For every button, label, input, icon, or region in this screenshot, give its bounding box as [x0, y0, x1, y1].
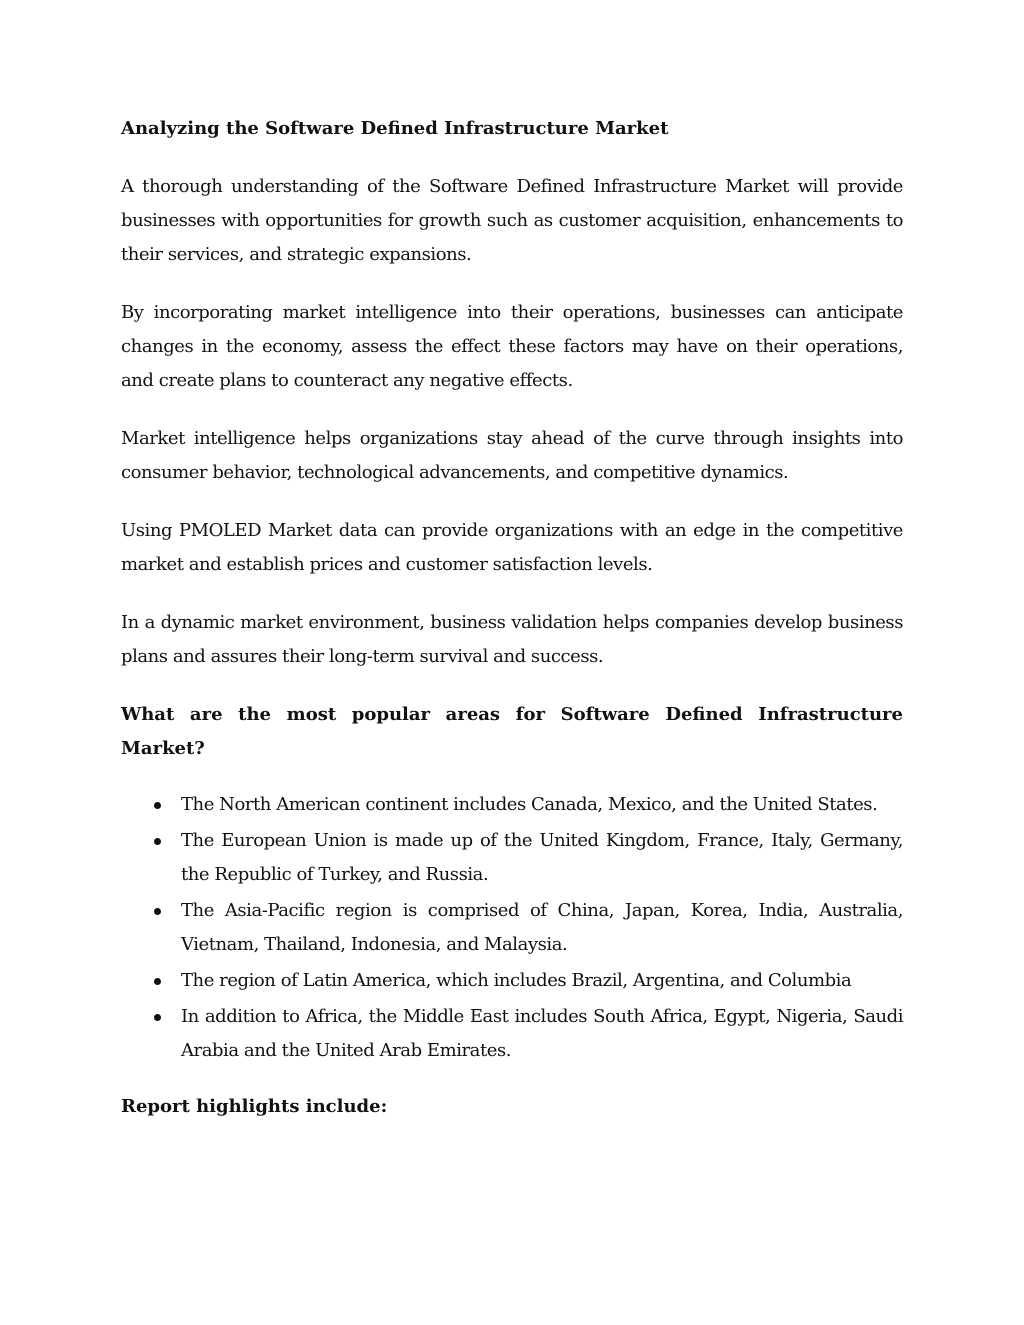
bullet-icon [154, 978, 161, 985]
areas-heading: What are the most popular areas for Software Defined Infrastructure Market? [121, 704, 903, 759]
paragraph-market-intelligence: By incorporating market intelligence into their operations, businesses can anticipate changes in the economy, assess the effect these factors may have on their operations, and create plans to counteract any negative effects. [121, 302, 903, 391]
list-item [121, 1000, 903, 1068]
list-item [121, 894, 903, 962]
areas-list [121, 788, 903, 1068]
list-item [121, 824, 903, 892]
paragraph-business-validation: In a dynamic market environment, business validation helps companies develop business plans and assures their long-term survival and success. [121, 612, 903, 667]
bullet-icon [154, 838, 161, 845]
document-title: Analyzing the Software Defined Infrastructure Market [121, 118, 669, 139]
highlights-heading: Report highlights include: [121, 1096, 388, 1117]
list-item-text: The North American continent includes Canada, Mexico, and the United States. [181, 794, 878, 815]
paragraph-stay-ahead: Market intelligence helps organizations stay ahead of the curve through insights into consumer behavior, technological advancements, and competitive dynamics. [121, 428, 903, 483]
document-page [121, 112, 903, 1148]
bullet-icon [154, 908, 161, 915]
paragraph-pmoled-data: Using PMOLED Market data can provide organizations with an edge in the competitive market and establish prices and customer satisfaction levels. [121, 520, 903, 575]
paragraph-market-understanding: A thorough understanding of the Software Defined Infrastructure Market will provide businesses with opportunities for growth such as customer acquisition, enhancements to their services, and strategic expansions. [121, 176, 903, 265]
list-item [121, 964, 903, 998]
list-item-text: In addition to Africa, the Middle East includes South Africa, Egypt, Nigeria, Saudi Arabia and the United Arab Emirates. [181, 1006, 903, 1061]
list-item-text: The Asia-Pacific region is comprised of China, Japan, Korea, India, Australia, Vietnam, Thailand, Indonesia, and Malaysia. [181, 900, 903, 955]
list-item-text: The region of Latin America, which includes Brazil, Argentina, and Columbia [181, 970, 852, 991]
list-item [121, 788, 903, 822]
bullet-icon [154, 1014, 161, 1021]
list-item-text: The European Union is made up of the United Kingdom, France, Italy, Germany, the Republic of Turkey, and Russia. [181, 830, 903, 885]
bullet-icon [154, 802, 161, 809]
